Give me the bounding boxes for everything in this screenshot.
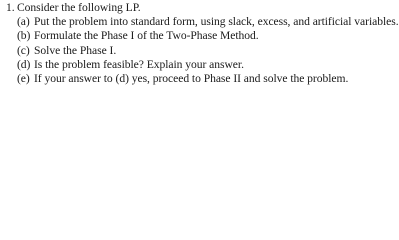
problem-number: 1. [6,1,15,14]
part-b [6,29,346,43]
problem-intro: Consider the following LP. [17,1,141,14]
document-page [0,0,399,85]
part-c-text: Solve the Phase I. [34,43,117,57]
part-d-text: Is the problem feasible? Explain your answer. [34,57,244,71]
problem-1 [6,1,399,86]
part-c [6,44,346,58]
part-d-tag: (d) [17,57,31,71]
part-d [6,58,346,72]
part-e-text: If your answer to (d) yes, proceed to Phase II and solve the problem. [34,71,349,85]
problem-intro-line [6,1,346,15]
part-e-tag: (e) [17,71,30,85]
part-b-tag: (b) [17,29,31,43]
part-a-text: Put the problem into standard form, using slack, excess, and artificial variables. [34,15,399,29]
part-c-tag: (c) [17,43,30,57]
part-a-tag: (a) [17,15,30,29]
part-b-text: Formulate the Phase I of the Two-Phase Method. [34,29,259,43]
part-a [6,15,399,29]
part-e [6,71,349,86]
